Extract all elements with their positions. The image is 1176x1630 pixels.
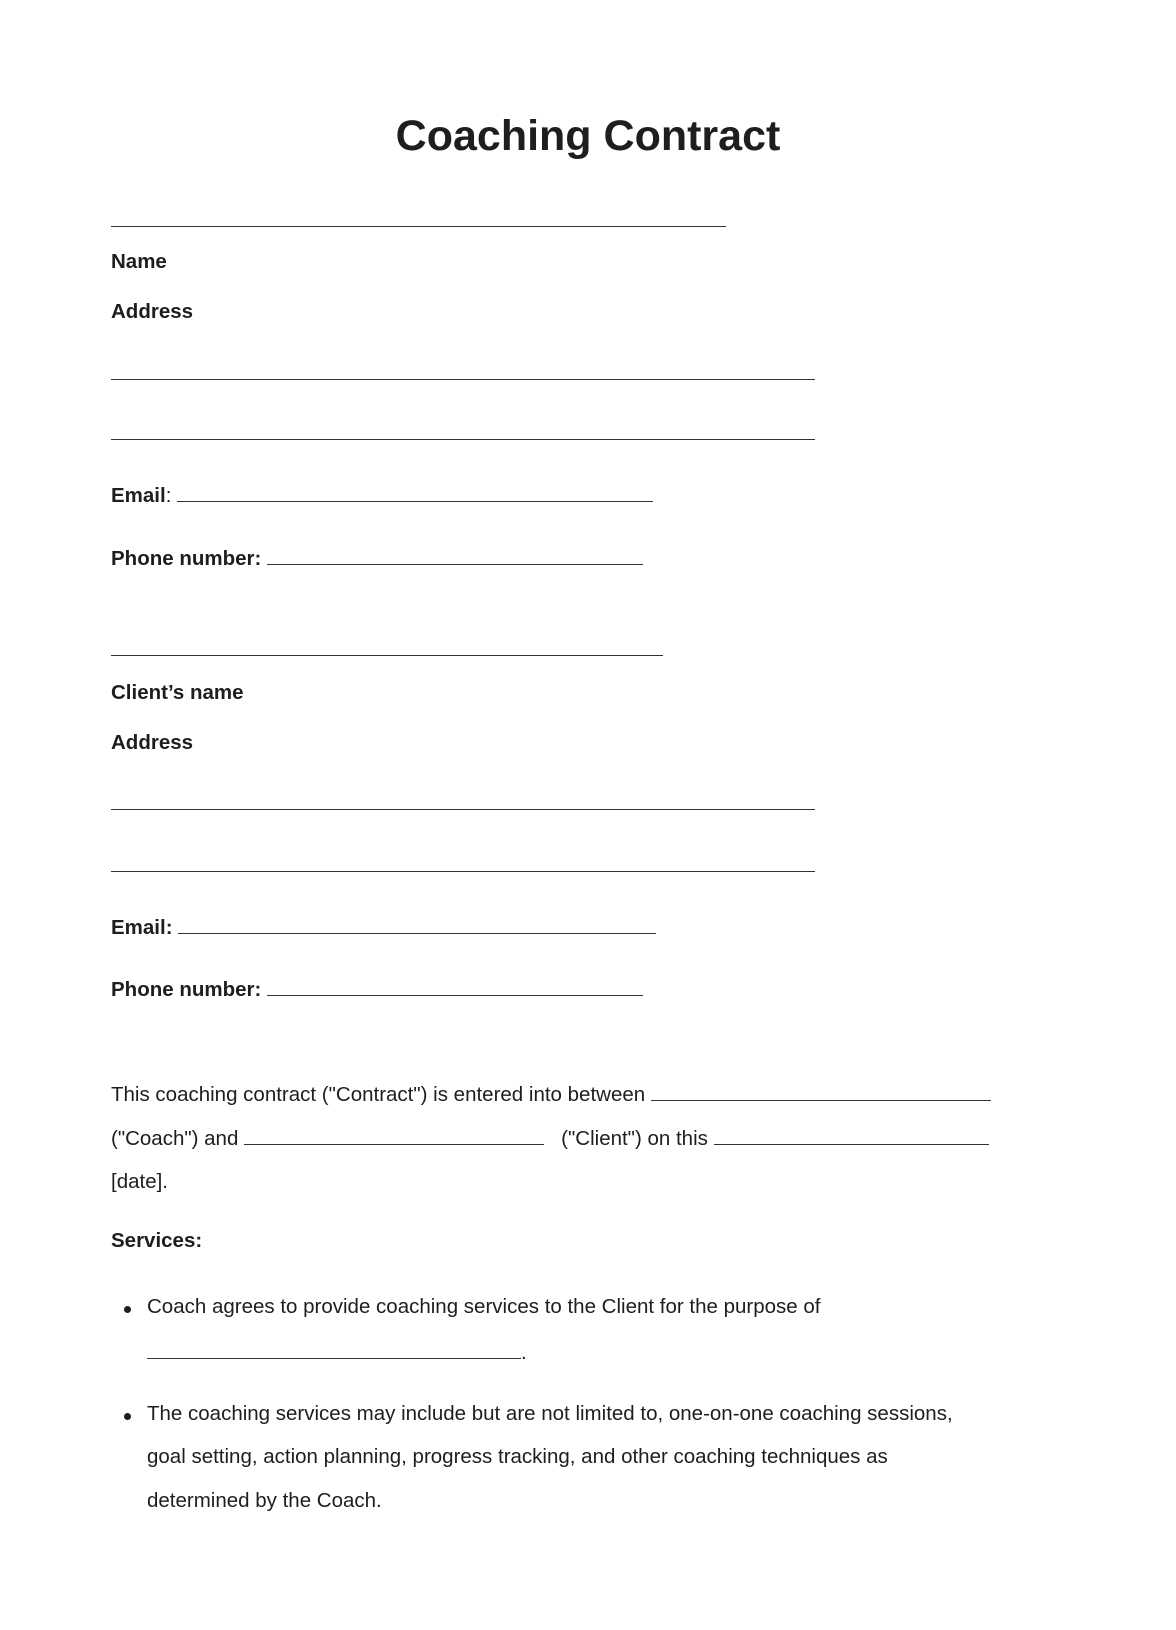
coach-phone-label: Phone number:	[111, 547, 262, 570]
coach-email-label: Email	[111, 484, 166, 507]
services-heading: Services:	[111, 1229, 203, 1252]
date-field[interactable]	[714, 1126, 989, 1145]
client-phone-field[interactable]	[267, 977, 643, 996]
coach-email-colon: :	[165, 484, 172, 507]
service-bullet-2-line-1: The coaching services may include but are not limited to, one-on-one coaching sessions,	[147, 1402, 953, 1425]
service-purpose-field[interactable]	[147, 1340, 521, 1359]
coach-address-line-2[interactable]	[111, 421, 815, 440]
intro-text-2: ("Coach") and	[111, 1127, 239, 1150]
client-email-field[interactable]	[178, 915, 656, 934]
coach-address-label: Address	[111, 300, 194, 323]
service-bullet-2-line-2: goal setting, action planning, progress tracking, and other coaching techniques as	[147, 1445, 888, 1468]
service-purpose-period: .	[521, 1341, 527, 1364]
service-bullet-1: Coach agrees to provide coaching services to the Client for the purpose of	[147, 1295, 821, 1318]
service-bullet-2-line-3: determined by the Coach.	[147, 1489, 382, 1512]
intro-text-1: This coaching contract ("Contract") is entered into between	[111, 1083, 646, 1106]
intro-line-2	[111, 1126, 989, 1151]
coach-name-field[interactable]	[111, 208, 726, 227]
page-title: Coaching Contract	[395, 112, 781, 160]
client-phone-label: Phone number:	[111, 978, 262, 1001]
client-name-field[interactable]	[111, 637, 663, 656]
intro-text-4: [date].	[111, 1170, 168, 1193]
bullet-icon	[124, 1306, 131, 1313]
intro-line-1	[111, 1082, 991, 1107]
bullet-icon	[124, 1413, 131, 1420]
client-name-label: Client’s name	[111, 681, 244, 704]
coach-phone-row	[111, 546, 643, 571]
client-phone-row	[111, 977, 643, 1002]
client-party-field[interactable]	[244, 1126, 544, 1145]
client-email-label: Email:	[111, 916, 173, 939]
coach-phone-field[interactable]	[267, 546, 643, 565]
coach-address-line-1[interactable]	[111, 361, 815, 380]
service-purpose-row	[147, 1340, 527, 1365]
coach-email-row	[111, 483, 653, 508]
coach-name-label: Name	[111, 250, 167, 273]
client-address-label: Address	[111, 731, 194, 754]
intro-text-3: ("Client") on this	[561, 1127, 708, 1150]
client-address-line-2[interactable]	[111, 853, 815, 872]
client-email-row	[111, 915, 656, 940]
coach-party-field[interactable]	[651, 1082, 991, 1101]
coach-email-field[interactable]	[177, 483, 653, 502]
client-address-line-1[interactable]	[111, 791, 815, 810]
